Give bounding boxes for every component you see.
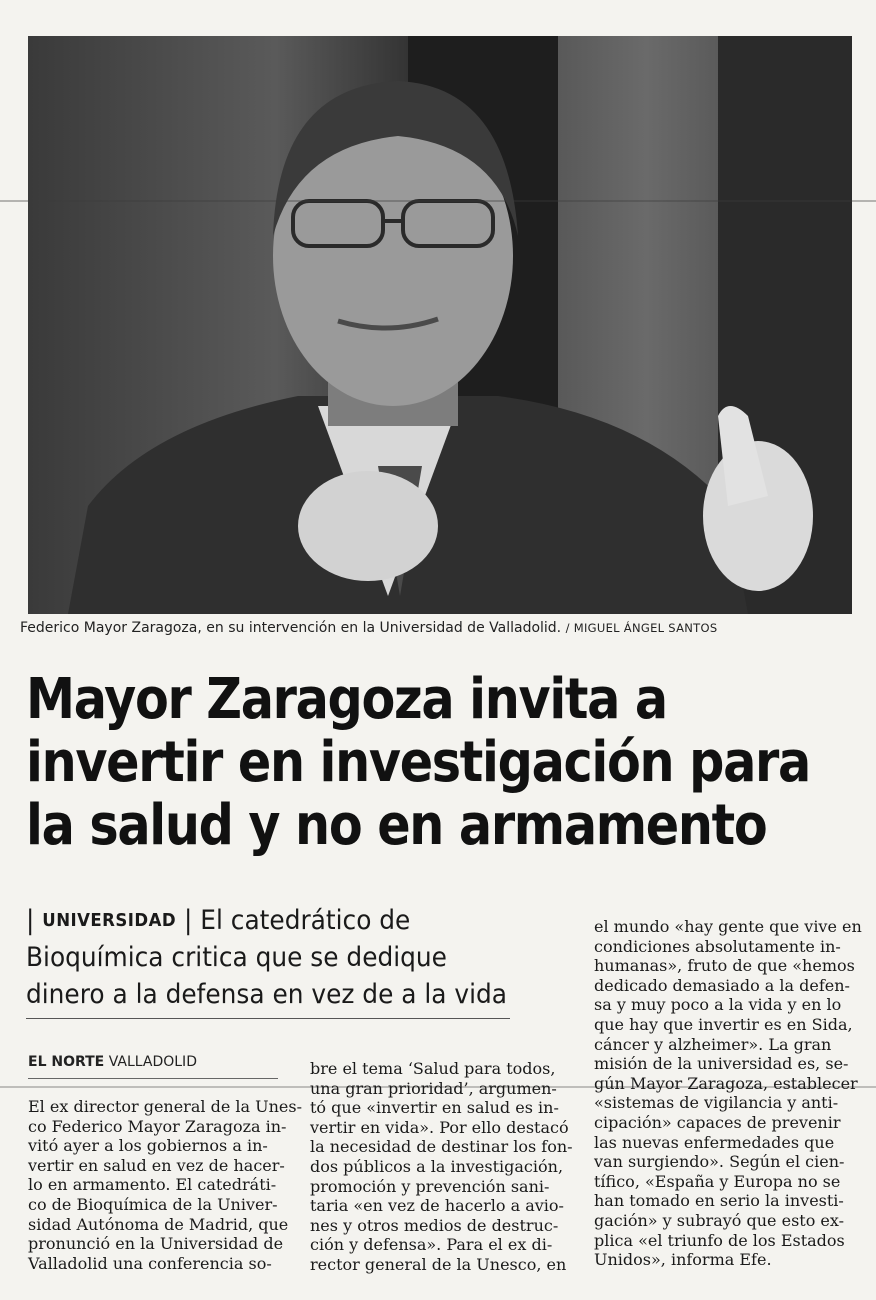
headline-line: Mayor Zaragoza invita a <box>26 667 667 732</box>
body-text-line: misión de la universidad es, se- <box>594 1054 849 1074</box>
body-text-line: cipación» capaces de prevenir <box>594 1112 841 1132</box>
body-text-line: cáncer y alzheimer». La gran <box>594 1034 832 1054</box>
body-text-line: vitó ayer a los gobiernos a in- <box>28 1136 268 1156</box>
body-text-line: «sistemas de vigilancia y anti- <box>594 1093 839 1113</box>
body-text-line: ción y defensa». Para el ex di- <box>310 1235 553 1255</box>
body-text-line: Valladolid una conferencia so- <box>28 1253 272 1273</box>
body-text-line: gún Mayor Zaragoza, establecer <box>594 1073 858 1093</box>
body-text-line: condiciones absolutamente in- <box>594 936 841 956</box>
body-text-line: sa y muy poco a la vida y en lo <box>594 995 842 1015</box>
caption-text: Federico Mayor Zaragoza, en su intervención en la Universidad de Valladolid. <box>20 620 562 636</box>
body-text-line: lo en armamento. El catedráti- <box>28 1175 277 1195</box>
body-text-line: humanas», fruto de que «hemos <box>594 956 855 976</box>
body-text-line: van surgiendo». Según el cien- <box>594 1152 845 1172</box>
body-text-line: promoción y prevención sani- <box>310 1176 550 1196</box>
body-text-line: pronunció en la Universidad de <box>28 1234 284 1254</box>
headline <box>26 667 810 858</box>
body-column-3 <box>594 917 862 1270</box>
body-text-line: dos públicos a la investigación, <box>310 1156 564 1176</box>
body-column-1 <box>28 1097 302 1273</box>
scan-artifact-line <box>0 200 876 202</box>
headline-line: la salud y no en armamento <box>26 793 767 858</box>
photo-caption <box>20 620 860 636</box>
body-text-line: dedicado demasiado a la defen- <box>594 975 850 995</box>
body-text-line: vertir en salud en vez de hacer- <box>28 1155 285 1175</box>
section-divider: | <box>184 905 193 936</box>
body-text-line: sidad Autónoma de Madrid, que <box>28 1214 289 1234</box>
byline-source: EL NORTE <box>28 1054 105 1070</box>
body-text-line: Unidos», informa Efe. <box>594 1250 772 1270</box>
body-text-line: han tomado en serio la investi- <box>594 1191 844 1211</box>
body-text-line: taria «en vez de hacerlo a avio- <box>310 1196 564 1216</box>
body-text-line: la necesidad de destinar los fon- <box>310 1137 573 1157</box>
body-text-line: nes y otros medios de destruc- <box>310 1215 559 1235</box>
article-photo <box>28 36 852 614</box>
body-text-line: co de Bioquímica de la Univer- <box>28 1194 278 1214</box>
section-label: UNIVERSIDAD <box>42 910 177 931</box>
body-text-line: El ex director general de la Unes- <box>28 1097 302 1116</box>
body-text-line: vertir en vida». Por ello destacó <box>310 1117 569 1137</box>
speaker-illustration <box>28 36 852 614</box>
subhead-line: El catedrático de <box>200 905 411 936</box>
subheadline <box>26 902 541 1013</box>
byline-city: VALLADOLID <box>108 1054 197 1070</box>
subhead-line: dinero a la defensa en vez de a la vida <box>26 979 507 1010</box>
body-text-line: tífico, «España y Europa no se <box>594 1171 841 1191</box>
photo-credit: / MIGUEL ÁNGEL SANTOS <box>565 621 718 635</box>
subhead-line: Bioquímica critica que se dedique <box>26 942 447 973</box>
subhead-rule <box>26 1018 510 1019</box>
body-text-line: plica «el triunfo de los Estados <box>594 1230 845 1250</box>
byline <box>28 1054 278 1070</box>
body-text-line: las nuevas enfermedades que <box>594 1132 835 1152</box>
body-text-line: gación» y subrayó que esto ex- <box>594 1210 845 1230</box>
body-text-line: una gran prioridad’, argumen- <box>310 1078 557 1098</box>
headline-line: invertir en investigación para <box>26 730 810 795</box>
body-column-2 <box>310 1059 572 1275</box>
byline-rule <box>28 1078 278 1079</box>
section-divider: | <box>26 905 35 936</box>
body-text-line: el mundo «hay gente que vive en <box>594 917 862 936</box>
body-text-line: tó que «invertir en salud es in- <box>310 1098 559 1118</box>
body-text-line: co Federico Mayor Zaragoza in- <box>28 1116 287 1136</box>
body-text-line: rector general de la Unesco, en <box>310 1254 567 1274</box>
body-text-line: que hay que invertir es en Sida, <box>594 1014 853 1034</box>
body-text-line: bre el tema ‘Salud para todos, <box>310 1059 556 1078</box>
